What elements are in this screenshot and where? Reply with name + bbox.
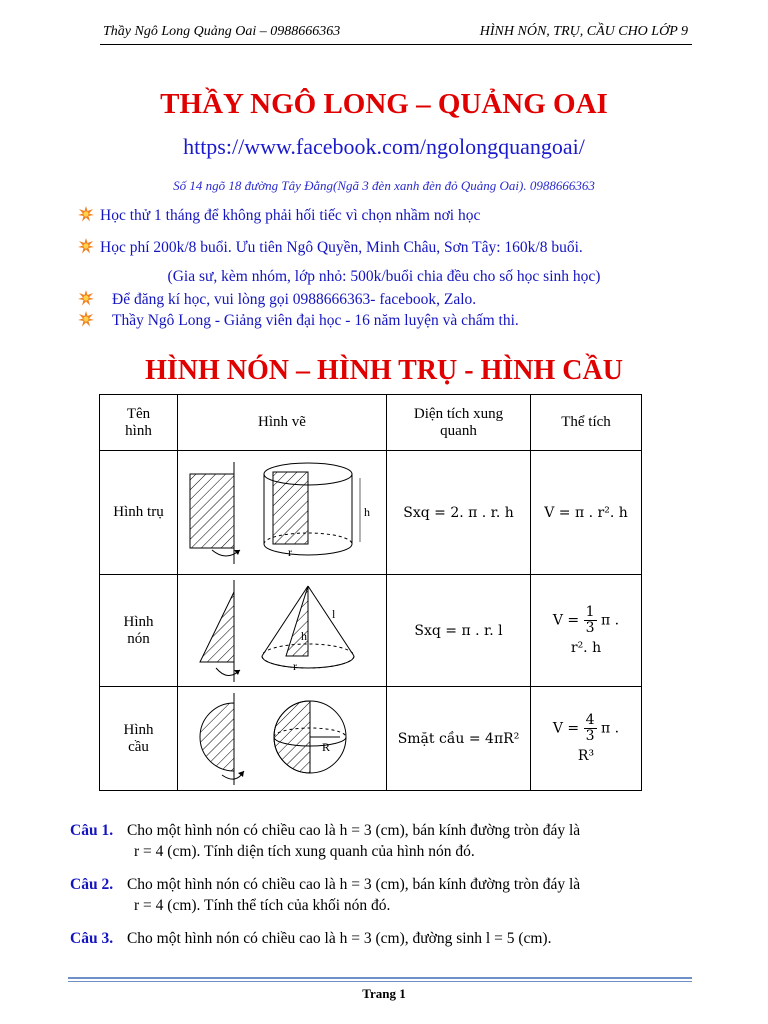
table-row bbox=[100, 451, 642, 575]
volume-tail: r². h bbox=[570, 640, 602, 656]
note-item bbox=[78, 311, 519, 330]
question-item bbox=[70, 876, 692, 915]
fraction-numerator: 4 bbox=[585, 712, 595, 728]
fraction bbox=[584, 605, 597, 636]
table-header-row bbox=[100, 395, 642, 451]
note-item bbox=[78, 290, 476, 309]
question-text: Cho một hình nón có chiều cao là h = 3 (cm), bán kính đường tròn đáy là bbox=[126, 876, 581, 893]
shape-name: Hình trụ bbox=[100, 451, 178, 575]
shape-name: Hình cầu bbox=[100, 687, 178, 791]
question-text: r = 4 (cm). Tính thể tích của khối nón đó. bbox=[134, 897, 391, 914]
note-text: Thầy Ngô Long - Giảng viên đại học - 16 năm luyện và chấm thi. bbox=[112, 312, 519, 329]
question-label: Câu 1. bbox=[70, 822, 114, 839]
note-text: (Gia sư, kèm nhóm, lớp nhỏ: 500k/buổi chia đều cho số học sinh học) bbox=[167, 268, 601, 285]
formula-table bbox=[99, 394, 642, 791]
starburst-icon bbox=[78, 238, 94, 254]
cone-figure bbox=[178, 575, 387, 687]
cylinder-area: Sxq = 2. π . r. h bbox=[387, 451, 531, 575]
volume-suffix: π . bbox=[601, 720, 620, 737]
note-item bbox=[78, 206, 480, 225]
cone-volume bbox=[531, 575, 642, 687]
sphere-diagram bbox=[182, 691, 382, 787]
fraction-denominator: 3 bbox=[585, 728, 595, 744]
footer-rule bbox=[68, 981, 692, 982]
fraction-denominator: 3 bbox=[585, 620, 595, 636]
sphere-area: Smặt cầu = 4πR² bbox=[387, 687, 531, 791]
radius-label: r bbox=[288, 544, 292, 559]
volume-suffix: π . bbox=[601, 612, 620, 629]
question-text: r = 4 (cm). Tính diện tích xung quanh của hình nón đó. bbox=[134, 843, 475, 860]
cone-diagram bbox=[182, 578, 382, 684]
radius-label: R bbox=[322, 739, 331, 754]
question-item bbox=[70, 822, 692, 861]
header-left: Thầy Ngô Long Quảng Oai – 0988666363 bbox=[103, 24, 341, 39]
table-row bbox=[100, 687, 642, 791]
header-right: HÌNH NÓN, TRỤ, CẦU CHO LỚP 9 bbox=[479, 24, 688, 39]
question-item bbox=[70, 930, 692, 948]
section-title: HÌNH NÓN – HÌNH TRỤ - HÌNH CẦU bbox=[145, 355, 623, 386]
volume-prefix: V = bbox=[552, 612, 580, 629]
sphere-figure bbox=[178, 687, 387, 791]
page-title: THẦY NGÔ LONG – QUẢNG OAI bbox=[160, 88, 608, 120]
cylinder-diagram bbox=[182, 458, 382, 568]
column-header: Diện tích xung quanh bbox=[387, 395, 531, 451]
cylinder-figure bbox=[178, 451, 387, 575]
table-row bbox=[100, 575, 642, 687]
radius-label: r bbox=[293, 658, 297, 673]
question-text: Cho một hình nón có chiều cao là h = 3 (cm), đường sinh l = 5 (cm). bbox=[126, 930, 552, 947]
height-label: h bbox=[364, 504, 370, 519]
footer-rule bbox=[68, 977, 692, 979]
note-text: Học thử 1 tháng để không phải hối tiếc vì chọn nhầm nơi học bbox=[100, 207, 481, 224]
address-line: Số 14 ngõ 18 đường Tây Đằng(Ngã 3 đèn xanh đèn đỏ Quảng Oai). 0988666363 bbox=[173, 178, 595, 193]
volume-prefix: V = bbox=[552, 720, 580, 737]
question-label: Câu 2. bbox=[70, 876, 114, 893]
fraction bbox=[584, 713, 597, 744]
fraction-numerator: 1 bbox=[585, 604, 595, 620]
note-text: Học phí 200k/8 buổi. Ưu tiên Ngô Quyền, Minh Châu, Sơn Tây: 160k/8 buổi. bbox=[100, 239, 583, 256]
question-label: Câu 3. bbox=[70, 930, 114, 947]
column-header: Hình vẽ bbox=[178, 395, 387, 451]
cylinder-volume: V = π . r². h bbox=[531, 451, 642, 575]
volume-tail: R³ bbox=[577, 748, 595, 764]
cone-area: Sxq = π . r. l bbox=[387, 575, 531, 687]
header-divider bbox=[100, 44, 692, 45]
starburst-icon bbox=[78, 311, 94, 327]
facebook-link[interactable]: https://www.facebook.com/ngolongquangoai/ bbox=[183, 134, 585, 159]
slant-label: l bbox=[332, 606, 336, 621]
starburst-icon bbox=[78, 206, 94, 222]
height-label: h bbox=[301, 628, 307, 643]
page-number: Trang 1 bbox=[362, 986, 406, 1001]
column-header: Tên hình bbox=[100, 395, 178, 451]
note-item bbox=[78, 238, 583, 257]
note-text: Để đăng kí học, vui lòng gọi 0988666363- facebook, Zalo. bbox=[112, 291, 477, 308]
column-header: Thể tích bbox=[531, 395, 642, 451]
sphere-volume bbox=[531, 687, 642, 791]
question-text: Cho một hình nón có chiều cao là h = 3 (cm), bán kính đường tròn đáy là bbox=[126, 822, 581, 839]
starburst-icon bbox=[78, 290, 94, 306]
shape-name: Hình nón bbox=[100, 575, 178, 687]
